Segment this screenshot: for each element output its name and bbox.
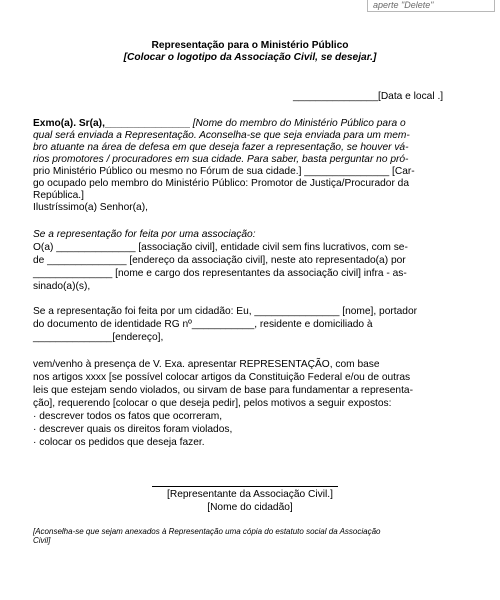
- top-bar: [0, 0, 500, 13]
- delete-hint-box: aperte "Delete": [367, 0, 495, 12]
- body-line: ção], requerendo [colocar o que deseja pedir], pelos motivos a seguir expostos:: [33, 398, 392, 409]
- document-title: Representação para o Ministério Público: [151, 40, 349, 51]
- body-line: ______________[endereço],: [33, 332, 164, 343]
- body-line: Se a representação foi feita por um cidadão: Eu, _______________ [nome], portador: [33, 306, 417, 317]
- body-line: do documento de identidade RG nº___________, residente e domiciliado à: [33, 319, 373, 330]
- body-line: O(a) ______________ [associação civil], entidade civil sem fins lucrativos, com se-: [33, 242, 408, 253]
- body-line: Ilustríssimo(a) Senhor(a),: [33, 202, 148, 213]
- signature-rule: [152, 486, 338, 487]
- body-line: qual será enviada a Representação. Aconselha-se que seja enviada para um mem-: [33, 130, 410, 141]
- footnote-line-2: Civil]: [33, 536, 51, 545]
- body-line: Se a representação for feita por uma associação:: [33, 229, 256, 240]
- signature-representative: [Representante da Associação Civil.]: [167, 489, 333, 500]
- body-line: leis que estejam sendo violados, ou sirvam de base para fundamentar a representa-: [33, 385, 413, 396]
- body-line: de ______________ [endereço da associação civil], neste ato representado(a) por: [33, 255, 406, 266]
- body-line: bro atuante na área de defesa em que deseja fazer a representação, se houver vá-: [33, 142, 409, 153]
- body-line: ______________ [nome e cargo dos representantes da associação civil] infra - as-: [33, 268, 407, 279]
- body-line: República.]: [33, 190, 84, 201]
- body-line: vem/venho à presença de V. Exa. apresentar REPRESENTAÇÃO, com base: [33, 359, 380, 370]
- document-subtitle: [Colocar o logotipo da Associação Civil, se desejar.]: [123, 52, 377, 63]
- body-line: prio Ministério Público ou mesmo no Fórum de sua cidade.] _______________ [Car-: [33, 166, 415, 177]
- signature-citizen: [Nome do cidadão]: [207, 502, 293, 513]
- body-line: · descrever quais os direitos foram violados,: [33, 424, 233, 435]
- body-line: sinado(a)(s),: [33, 281, 91, 292]
- document-page: [0, 14, 500, 600]
- body-line: nos artigos xxxx [se possível colocar artigos da Constituição Federal e/ou de outras: [33, 372, 411, 383]
- body-line: · colocar os pedidos que deseja fazer.: [33, 437, 205, 448]
- body-line: · descrever todos os fatos que ocorreram,: [33, 411, 223, 422]
- body-line: Exmo(a). Sr(a),_______________ [Nome do membro do Ministério Público para o: [33, 118, 406, 129]
- date-place-line: _______________[Data e local .]: [293, 91, 444, 102]
- footnote-line-1: [Aconselha-se que sejam anexados à Representação uma cópia do estatuto social da Associação: [33, 527, 381, 536]
- body-line: rios promotores / procuradores em sua cidade. Para saber, basta perguntar no pró-: [33, 154, 409, 165]
- body-line: go ocupado pelo membro do Ministério Público: Promotor de Justiça/Procurador da: [33, 178, 410, 189]
